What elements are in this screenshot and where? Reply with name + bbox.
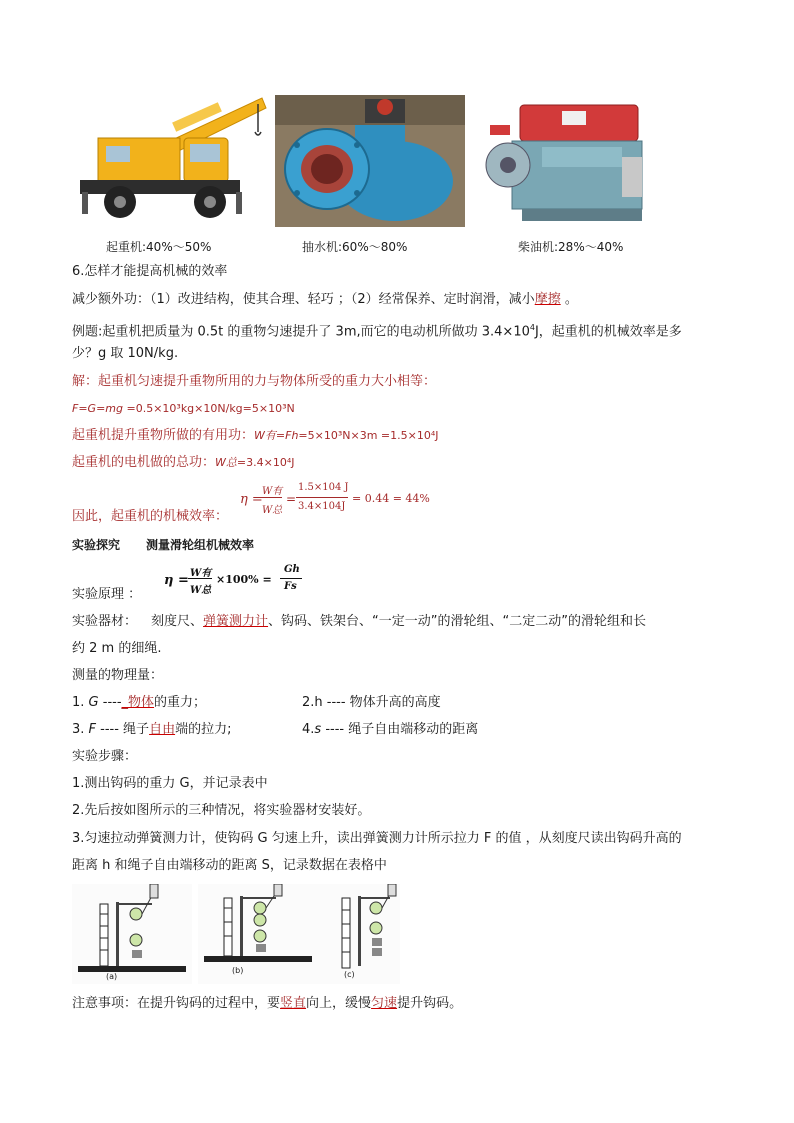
solution-total-work (72, 455, 294, 471)
q1-num: 1. (72, 695, 85, 710)
q4-num: 4. (302, 722, 315, 737)
equipment-spring-scale: 弹簧测力计 (203, 614, 269, 629)
steps-label: 实验步骤： (72, 749, 138, 764)
friction-term: 摩擦 (534, 292, 561, 307)
principle-num2: Gh (284, 564, 300, 575)
diagram-label-b: (b) (232, 966, 244, 975)
q3-rest: 端的拉力; (175, 722, 232, 737)
note-text: 注意事项：在提升钩码的过程中，要 (72, 996, 281, 1011)
equipment-line2: 约 2 m 的细绳. (72, 641, 162, 656)
crane-photo (72, 92, 268, 226)
step-3-line1: 3.匀速拉动弹簧测力计，使钩码 G 匀速上升，读出弹簧测力计所示拉力 F 的值 ，从刻度尺读出钩码升高的 (72, 831, 682, 846)
solution-line1: 解：起重机匀速提升重物所用的力与物体所受的重力大小相等： (72, 374, 437, 389)
experiment-title (72, 537, 254, 553)
diesel-caption: 柴油机:28%～40% (518, 240, 624, 254)
total-work-label: 起重机的电机做的总功： (72, 455, 216, 470)
principle-formula: η = W有 W总 ×100% = Gh Fs (164, 564, 324, 600)
pulley-diagram-b (198, 884, 318, 984)
diagram-label-a: (a) (106, 972, 118, 981)
solution-useful-work (72, 428, 439, 444)
note-end: 提升钩码。 (397, 996, 463, 1011)
equipment-ruler: 刻度尺、 (151, 614, 204, 629)
q3-num: 3. (72, 722, 85, 737)
q1-dash: ---- (98, 695, 122, 710)
q1-symbol: G (88, 695, 99, 710)
crane-caption: 起重机:40%～50% (106, 240, 212, 254)
example-text-end: J，起重机的机械效率是多 (534, 324, 682, 340)
example-line2: 少？g 取 10N/kg. (72, 346, 179, 361)
safety-note (72, 996, 462, 1012)
frac2-den: 3.4×104J (298, 501, 346, 512)
reduce-text: 减少额外功：（1）改进结构，使其合理、轻巧 ；（2）经常保养、定时润滑，减小 (72, 292, 535, 307)
principle-label: 实验原理 ： (72, 587, 142, 602)
equipment-label: 实验器材： (72, 614, 138, 629)
quantity-2: 2.h ---- 物体升高的高度 (302, 695, 441, 710)
quantity-1 (72, 695, 206, 711)
weight-symbols: F=G=mg (72, 402, 123, 415)
q4-symbol: s (314, 722, 322, 737)
q1-rest: 的重力； (154, 695, 207, 710)
experiment-title-b: 测量滑轮组机械效率 (146, 538, 255, 552)
total-work-value: =3.4×10⁴J (236, 456, 295, 469)
note-uniform: 匀速 (371, 996, 398, 1011)
equipment-line1 (72, 614, 646, 630)
frac2-num: 1.5×104 J (298, 482, 349, 493)
diagram-label-c: (c) (344, 970, 355, 979)
frac1-den: W总 (262, 505, 283, 516)
q3-symbol: F (88, 722, 97, 737)
total-work-symbol: W总 (215, 456, 237, 469)
quantities-label: 测量的物理量： (72, 668, 164, 683)
useful-work-value: =5×10³N×3m =1.5×10⁴J (298, 429, 439, 442)
diesel-engine-photo (482, 97, 667, 229)
reduce-extra-work (72, 292, 578, 308)
q3-dash: ---- 绳子 (96, 722, 150, 737)
useful-work-label: 起重机提升重物所做的有用功： (72, 428, 255, 443)
example-text: 例题:起重机把质量为 0.5t 的重物匀速提升了 3m,而它的电动机所做功 3.4×10 (72, 324, 530, 340)
equipment-rest: 、钩码、铁架台、“一定一动”的滑轮组、“二定二动”的滑轮组和长 (268, 614, 646, 629)
frac-result: = 0.44 = 44% (352, 492, 430, 505)
experiment-title-a: 实验探究 (72, 538, 121, 552)
pump-caption: 抽水机:60%～80% (302, 240, 408, 254)
solution-weight (72, 401, 295, 417)
q3-free: 自由 (149, 722, 176, 737)
reduce-end: 。 (560, 292, 578, 307)
efficiency-formula: η = W有 W总 = 1.5×104 J 3.4×104J = 0.44 = 44% (240, 482, 430, 516)
q4-rest: ---- 绳子自由端移动的距离 (321, 722, 479, 737)
principle-mid: ×100% = (216, 573, 272, 586)
useful-work-fh: =Fh (275, 429, 299, 442)
step-1: 1.测出钩码的重力 G，并记录表中 (72, 776, 268, 791)
quantity-3 (72, 722, 231, 738)
principle-num1: W有 (190, 568, 212, 579)
note-mid: 向上，缓慢 (306, 996, 372, 1011)
pump-photo (275, 95, 465, 227)
weight-value: =0.5×10³kg×10N/kg=5×10³N (122, 402, 295, 415)
step-3-line2: 距离 h 和绳子自由端移动的距离 S，记录数据在表格中 (72, 858, 387, 873)
principle-den1: W总 (190, 585, 212, 596)
example-exponent: 4 (529, 323, 535, 332)
pulley-diagram-a (72, 884, 192, 984)
pulley-diagram-c (318, 884, 400, 984)
frac1-num: W有 (262, 486, 283, 497)
section6-heading: 6.怎样才能提高机械的效率 (72, 264, 228, 279)
note-vertical: 竖直 (280, 996, 307, 1011)
useful-work-symbol: W有 (254, 429, 276, 442)
example-line1 (72, 320, 682, 340)
quantity-4 (302, 722, 478, 738)
step-2: 2.先后按如图所示的三种情况，将实验器材安装好。 (72, 803, 371, 818)
principle-den2: Fs (284, 581, 297, 592)
solution-efficiency-label: 因此，起重机的机械效率： (72, 509, 229, 524)
q1-object: _物体 (121, 695, 155, 710)
